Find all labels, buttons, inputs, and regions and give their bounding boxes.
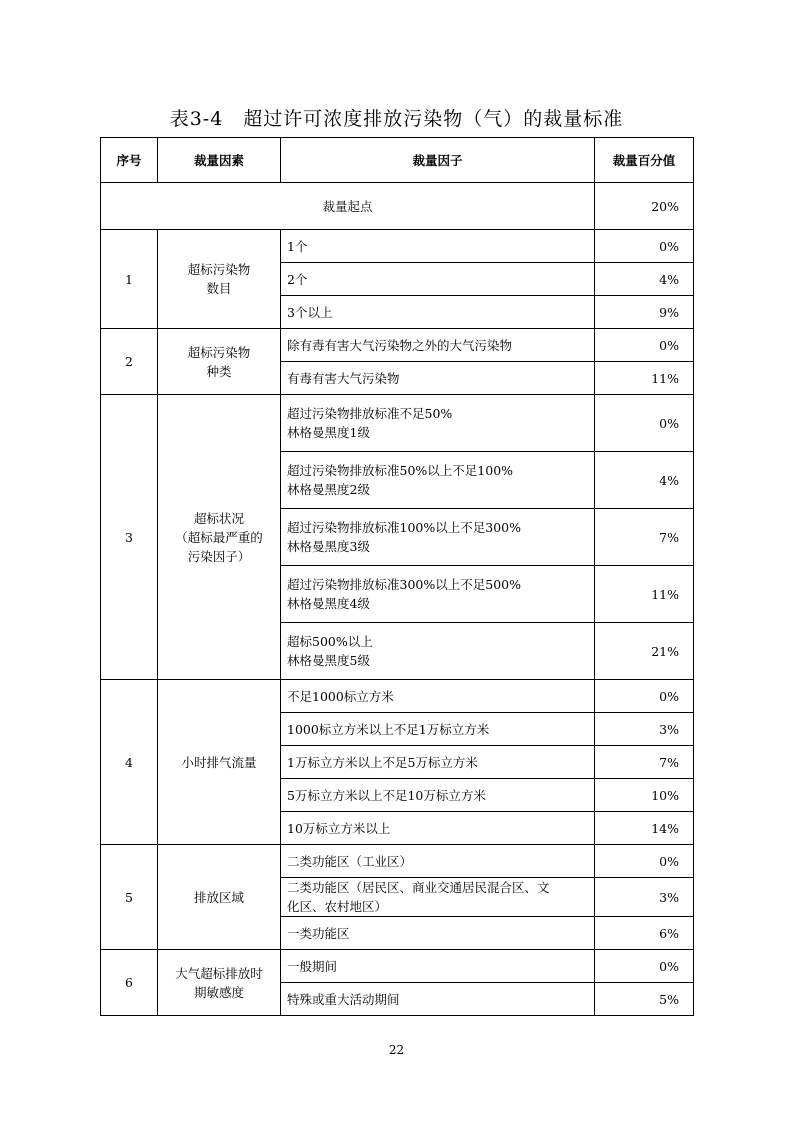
table-row [101, 395, 694, 452]
item-cell [281, 878, 595, 917]
item-line: 2个 [287, 271, 308, 287]
group-number: 4 [101, 680, 158, 845]
value-cell: 0% [595, 950, 694, 983]
factor-line: 超标状况 [193, 510, 244, 526]
factor-line: 种类 [206, 363, 232, 379]
item-cell [281, 395, 595, 452]
value-cell: 21% [595, 623, 694, 680]
group-number: 6 [101, 950, 158, 1016]
item-line: 一类功能区 [287, 925, 350, 941]
item-line: 不足1000标立方米 [287, 688, 394, 704]
value-cell: 0% [595, 230, 694, 263]
value-cell: 0% [595, 845, 694, 878]
item-cell [281, 362, 595, 395]
value-cell: 14% [595, 812, 694, 845]
value-cell: 7% [595, 746, 694, 779]
group-number: 1 [101, 230, 158, 329]
value-cell: 7% [595, 509, 694, 566]
page-number: 22 [388, 1043, 405, 1057]
factor-line: 大气超标排放时 [175, 965, 263, 981]
value-cell: 4% [595, 263, 694, 296]
group-factor [158, 395, 281, 680]
item-line: 超过污染物排放标准50%以上不足100% [287, 463, 514, 478]
item-cell [281, 680, 595, 713]
item-line: 1000标立方米以上不足1万标立方米 [287, 721, 490, 737]
item-line: 超标500%以上 [287, 634, 373, 649]
value-cell: 10% [595, 779, 694, 812]
value-cell: 9% [595, 296, 694, 329]
factor-line: （超标最严重的 [175, 529, 263, 545]
factor-line: 排放区域 [193, 889, 244, 905]
penalty-standard-table [100, 137, 694, 1016]
group-factor [158, 230, 281, 329]
table-row [101, 845, 694, 878]
factor-line: 期敏感度 [193, 984, 244, 1000]
factor-line: 污染因子） [187, 548, 251, 564]
item-cell [281, 623, 595, 680]
table-row [101, 230, 694, 263]
item-line: 5万标立方米以上不足10万标立方米 [287, 787, 486, 803]
table-row [101, 950, 694, 983]
item-cell [281, 950, 595, 983]
item-line: 超过污染物排放标准不足50% [287, 406, 453, 421]
value-cell: 0% [595, 680, 694, 713]
group-factor [158, 845, 281, 950]
header-item: 裁量因子 [281, 138, 595, 183]
value-cell: 4% [595, 452, 694, 509]
header-row [101, 138, 694, 183]
value-cell: 5% [595, 983, 694, 1016]
start-label: 裁量起点 [101, 183, 595, 230]
item-cell [281, 263, 595, 296]
group-factor [158, 680, 281, 845]
item-cell [281, 812, 595, 845]
item-line: 林格曼黑度1级 [287, 425, 370, 440]
item-line: 10万标立方米以上 [287, 820, 391, 836]
value-cell: 11% [595, 566, 694, 623]
item-cell [281, 845, 595, 878]
item-line: 林格曼黑度4级 [287, 596, 370, 611]
item-cell [281, 230, 595, 263]
item-line: 有毒有害大气污染物 [287, 370, 400, 386]
item-cell [281, 452, 595, 509]
item-line: 二类功能区（居民区、商业交通居民混合区、文 [287, 880, 550, 895]
item-cell [281, 746, 595, 779]
item-cell [281, 983, 595, 1016]
table-row [101, 680, 694, 713]
table-row [101, 329, 694, 362]
value-cell: 11% [595, 362, 694, 395]
item-line: 1万标立方米以上不足5万标立方米 [287, 754, 478, 770]
item-cell [281, 296, 595, 329]
start-row [101, 183, 694, 230]
header-value: 裁量百分值 [595, 138, 694, 183]
item-cell [281, 779, 595, 812]
group-factor [158, 950, 281, 1016]
value-cell: 3% [595, 713, 694, 746]
item-cell [281, 917, 595, 950]
header-factor: 裁量因素 [158, 138, 281, 183]
item-line: 特殊或重大活动期间 [287, 991, 400, 1007]
group-factor [158, 329, 281, 395]
item-line: 一般期间 [287, 958, 338, 974]
item-line: 林格曼黑度5级 [287, 653, 370, 668]
group-number: 2 [101, 329, 158, 395]
factor-line: 超标污染物 [187, 344, 251, 360]
item-line: 化区、农村地区） [287, 899, 388, 914]
item-line: 林格曼黑度3级 [287, 539, 370, 554]
factor-line: 数目 [206, 281, 232, 296]
item-line: 超过污染物排放标准300%以上不足500% [287, 577, 521, 592]
item-cell [281, 329, 595, 362]
item-cell [281, 713, 595, 746]
item-line: 超过污染物排放标准100%以上不足300% [287, 520, 521, 535]
factor-line: 超标污染物 [187, 262, 251, 277]
start-value: 20% [595, 183, 694, 230]
table-title: 表3-4 超过许可浓度排放污染物（气）的裁量标准 [169, 108, 624, 130]
item-cell [281, 566, 595, 623]
item-line: 1个 [287, 238, 308, 254]
item-cell [281, 509, 595, 566]
factor-line: 小时排气流量 [181, 754, 257, 770]
value-cell: 0% [595, 329, 694, 362]
header-no: 序号 [101, 138, 158, 183]
group-number: 3 [101, 395, 158, 680]
item-line: 林格曼黑度2级 [287, 482, 370, 497]
value-cell: 6% [595, 917, 694, 950]
value-cell: 0% [595, 395, 694, 452]
value-cell: 3% [595, 878, 694, 917]
group-number: 5 [101, 845, 158, 950]
item-line: 二类功能区（工业区） [287, 853, 413, 869]
item-line: 除有毒有害大气污染物之外的大气污染物 [287, 337, 513, 353]
item-line: 3个以上 [287, 304, 333, 320]
